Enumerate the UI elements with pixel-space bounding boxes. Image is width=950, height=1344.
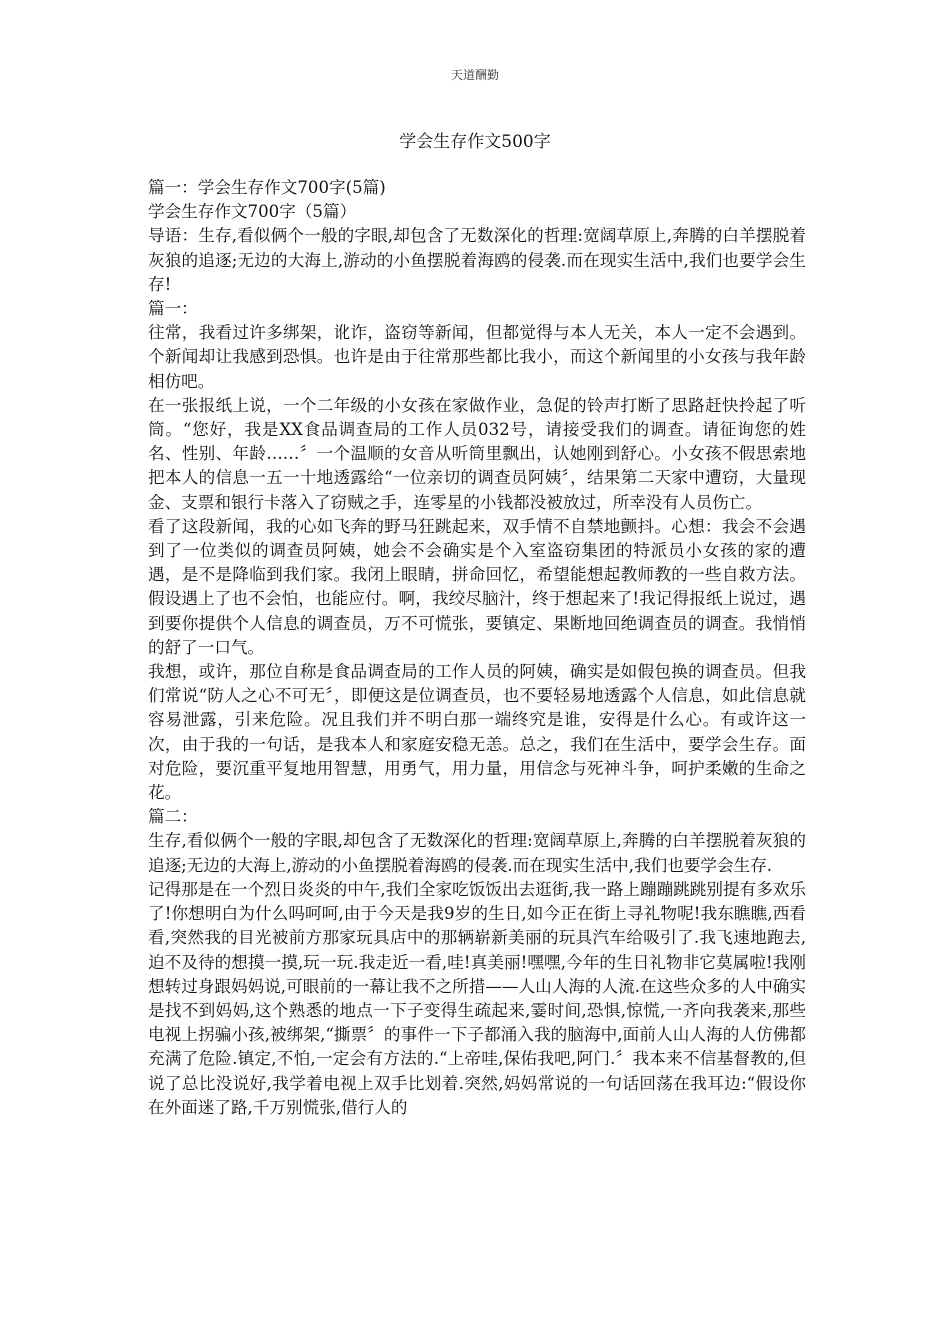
paragraph: 生存,看似俩个一般的字眼,却包含了无数深化的哲理:宽阔草原上,奔腾的白羊摆脱着灰狼的追逐;无边的大海上,游动的小鱼摆脱着海鸥的侵袭.而在现实生活中,我们也要学会生存. xyxy=(148,831,806,875)
paragraph: 我想，或许，那位自称是食品调查局的工作人员的阿姨，确实是如假包换的调查员。但我们常说“防人之心不可无〞，即便这是位调查员，也不要轻易地透露个人信息，如此信息就容易泄露，引来危险。况且我们并不明白那一端终究是谁，安得是什么心。有或许这一次，由于我的一句话，是我本人和家庭安稳无恙。总之，我们在生活中，要学会生存。面对危险，要沉重平复地用智慧，用勇气，用力量，用信念与死神斗争，呵护柔嫩的生命之花。 xyxy=(148,662,806,803)
document-title: 学会生存作文500字 xyxy=(399,132,551,152)
document-body xyxy=(148,176,806,1120)
page-header xyxy=(0,66,950,83)
header-text: 天道酬勤 xyxy=(450,68,499,82)
section-label: 篇二： xyxy=(148,807,198,827)
section-heading: 篇一：学会生存作文700字(5篇) xyxy=(148,178,386,197)
subtitle: 学会生存作文700字（5篇） xyxy=(148,202,357,222)
paragraph: 看了这段新闻，我的心如飞奔的野马狂跳起来，双手情不自禁地颤抖。心想：我会不会遇到了一位类似的调查员阿姨，她会不会确实是个入室盗窃集团的特派员小女孩的家的遭遇，是不是降临到我们家。我闭上眼睛，拼命回忆，希望能想起教师教的一些自救方法。假设遇上了也不会怕，也能应付。啊，我绞尽脑汁，终于想起来了!我记得报纸上说过，遇到要你提供个人信息的调查员，万不可慌张，要镇定、果断地回绝调查员的调查。我悄悄的舒了一口气。 xyxy=(148,516,806,657)
paragraph: 往常，我看过许多绑架，讹诈，盗窃等新闻，但都觉得与本人无关，本人一定不会遇到。个新闻却让我感到恐惧。也许是由于往常那些都比我小，而这个新闻里的小女孩与我年龄相仿吧。 xyxy=(148,323,806,391)
intro-paragraph: 导语：生存,看似俩个一般的字眼,却包含了无数深化的哲理:宽阔草原上,奔腾的白羊摆脱着灰狼的追逐;无边的大海上,游动的小鱼摆脱着海鸥的侵袭.而在现实生活中,我们也要学会生存! xyxy=(148,226,806,294)
paragraph: 在一张报纸上说，一个二年级的小女孩在家做作业，急促的铃声打断了思路赶快拎起了听筒。“您好，我是XX食品调查局的工作人员032号，请接受我们的调查。请征询您的姓名、性别、年龄……〞一个温顺的女音从听筒里飘出，认她刚到舒心。小女孩不假思索地把本人的信息一五一十地透露给“一位亲切的调查员阿姨〞，结果第二天家中遭窃，大量现金、支票和银行卡落入了窃贼之手，连零星的小钱都没被放过，所幸没有人员伤亡。 xyxy=(148,395,806,512)
paragraph: 记得那是在一个烈日炎炎的中午,我们全家吃饭饭出去逛街,我一路上蹦蹦跳跳别提有多欢乐了!你想明白为什么吗呵呵,由于今天是我9岁的生日,如今正在街上寻礼物呢!我东瞧瞧,西看看,突然我的目光被前方那家玩具店中的那辆崭新美丽的玩具汽车给吸引了.我飞速地跑去,迫不及待的想摸一摸,玩一玩.我走近一看,哇!真美丽!嘿嘿,今年的生日礼物非它莫属啦!我刚想转过身跟妈妈说,可眼前的一幕让我不之所措——人山人海的人流.在这些众多的人中确实是找不到妈妈,这个熟悉的地点一下子变得生疏起来,霎时间,恐惧,惊慌,一齐向我袭来,那些电视上拐骗小孩,被绑架,“撕票〞的事件一下子都涌入我的脑海中,面前人山人海的人仿佛都充满了危险.镇定,不怕,一定会有方法的.“上帝哇,保佑我吧,阿门.〞我本来不信基督教的,但说了总比没说好,我学着电视上双手比划着.突然,妈妈常说的一句话回荡在我耳边:“假设你在外面迷了路,千万别慌张,借行人的 xyxy=(148,879,806,1117)
section-label: 篇一： xyxy=(148,299,198,319)
